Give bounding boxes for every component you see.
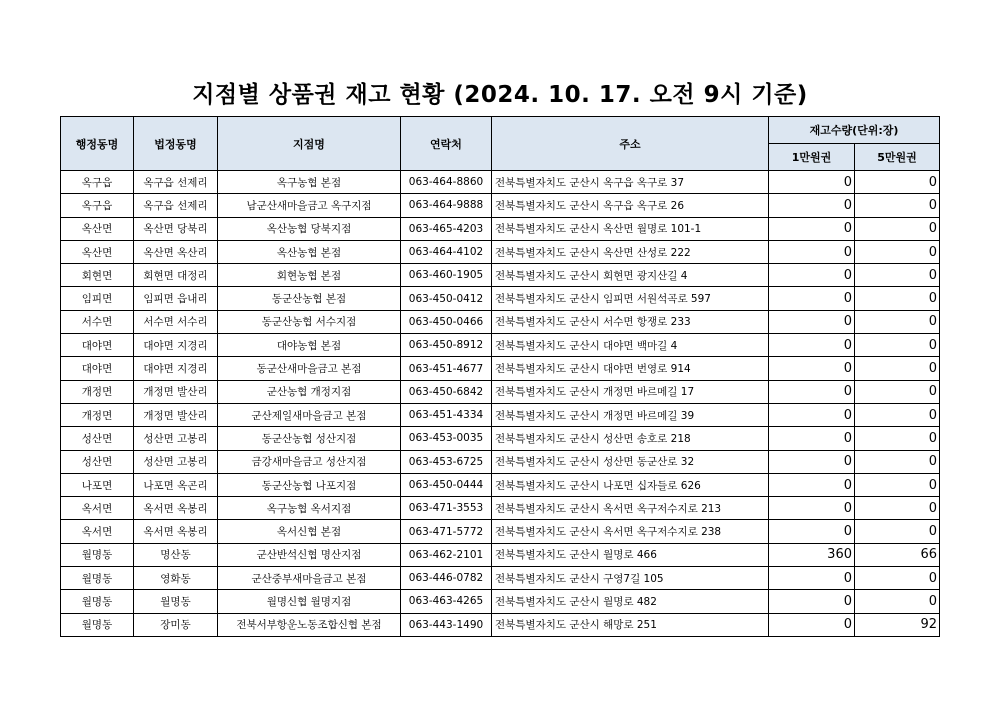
cell-stock-10k: 0: [769, 287, 855, 310]
cell-branch: 금강새마을금고 성산지점: [218, 450, 401, 473]
cell-address: 전북특별자치도 군산시 성산면 송호로 218: [492, 427, 769, 450]
cell-stock-50k: 0: [855, 171, 940, 194]
cell-branch: 군산제일새마을금고 본점: [218, 403, 401, 426]
table-row: [61, 403, 940, 426]
cell-stock-50k: 0: [855, 194, 940, 217]
cell-contact: 063-450-6842: [401, 380, 492, 403]
cell-stock-10k: 0: [769, 217, 855, 240]
cell-address: 전북특별자치도 군산시 구영7길 105: [492, 567, 769, 590]
cell-contact: 063-450-0412: [401, 287, 492, 310]
cell-branch: 군산농협 개정지점: [218, 380, 401, 403]
cell-branch: 전북서부항운노동조합신협 본점: [218, 613, 401, 636]
cell-admin-dong: 옥구읍: [61, 171, 134, 194]
header-10k: 1만원권: [769, 144, 855, 171]
cell-branch: 동군산농협 나포지점: [218, 473, 401, 496]
table-row: [61, 497, 940, 520]
cell-address: 전북특별자치도 군산시 개정면 바르메길 39: [492, 403, 769, 426]
cell-legal-dong: 서수면 서수리: [134, 310, 218, 333]
header-admin-dong: 행정동명: [61, 117, 134, 171]
cell-contact: 063-465-4203: [401, 217, 492, 240]
table-row: [61, 613, 940, 636]
cell-admin-dong: 회현면: [61, 264, 134, 287]
cell-admin-dong: 월명동: [61, 543, 134, 566]
header-stock: 재고수량(단위:장): [769, 117, 940, 144]
inventory-table: [60, 116, 940, 637]
cell-admin-dong: 대야면: [61, 357, 134, 380]
cell-legal-dong: 대야면 지경리: [134, 334, 218, 357]
cell-stock-50k: 0: [855, 264, 940, 287]
cell-admin-dong: 서수면: [61, 310, 134, 333]
cell-stock-50k: 0: [855, 334, 940, 357]
cell-address: 전북특별자치도 군산시 임피면 서원석곡로 597: [492, 287, 769, 310]
cell-address: 전북특별자치도 군산시 월명로 482: [492, 590, 769, 613]
cell-stock-10k: 0: [769, 520, 855, 543]
cell-admin-dong: 옥서면: [61, 497, 134, 520]
cell-admin-dong: 월명동: [61, 613, 134, 636]
cell-admin-dong: 월명동: [61, 590, 134, 613]
cell-address: 전북특별자치도 군산시 성산면 동군산로 32: [492, 450, 769, 473]
cell-address: 전북특별자치도 군산시 대야면 번영로 914: [492, 357, 769, 380]
cell-stock-10k: 0: [769, 450, 855, 473]
cell-stock-10k: 0: [769, 380, 855, 403]
header-branch: 지점명: [218, 117, 401, 171]
cell-legal-dong: 월명동: [134, 590, 218, 613]
cell-contact: 063-464-4102: [401, 240, 492, 263]
cell-address: 전북특별자치도 군산시 회현면 광지산길 4: [492, 264, 769, 287]
cell-branch: 동군산농협 서수지점: [218, 310, 401, 333]
cell-admin-dong: 개정면: [61, 403, 134, 426]
cell-legal-dong: 임피면 읍내리: [134, 287, 218, 310]
cell-branch: 옥구농협 본점: [218, 171, 401, 194]
cell-legal-dong: 영화동: [134, 567, 218, 590]
cell-contact: 063-451-4677: [401, 357, 492, 380]
cell-stock-50k: 0: [855, 567, 940, 590]
cell-legal-dong: 장미동: [134, 613, 218, 636]
header-address: 주소: [492, 117, 769, 171]
cell-address: 전북특별자치도 군산시 옥구읍 옥구로 26: [492, 194, 769, 217]
cell-stock-50k: 0: [855, 497, 940, 520]
cell-address: 전북특별자치도 군산시 옥산면 월명로 101-1: [492, 217, 769, 240]
cell-branch: 옥산농협 본점: [218, 240, 401, 263]
cell-branch: 군산중부새마을금고 본점: [218, 567, 401, 590]
cell-stock-10k: 0: [769, 427, 855, 450]
cell-stock-50k: 0: [855, 450, 940, 473]
cell-address: 전북특별자치도 군산시 대야면 백마길 4: [492, 334, 769, 357]
cell-legal-dong: 대야면 지경리: [134, 357, 218, 380]
cell-branch: 옥산농협 당북지점: [218, 217, 401, 240]
table-row: [61, 171, 940, 194]
cell-legal-dong: 나포면 옥곤리: [134, 473, 218, 496]
cell-stock-10k: 0: [769, 497, 855, 520]
cell-stock-50k: 0: [855, 287, 940, 310]
cell-admin-dong: 나포면: [61, 473, 134, 496]
cell-branch: 동군산농협 성산지점: [218, 427, 401, 450]
cell-stock-50k: 0: [855, 217, 940, 240]
cell-contact: 063-464-8860: [401, 171, 492, 194]
cell-branch: 옥서신협 본점: [218, 520, 401, 543]
cell-contact: 063-453-0035: [401, 427, 492, 450]
cell-stock-10k: 0: [769, 240, 855, 263]
cell-legal-dong: 옥서면 옥봉리: [134, 520, 218, 543]
cell-stock-10k: 0: [769, 357, 855, 380]
cell-admin-dong: 개정면: [61, 380, 134, 403]
cell-address: 전북특별자치도 군산시 옥서면 옥구저수지로 238: [492, 520, 769, 543]
cell-admin-dong: 월명동: [61, 567, 134, 590]
table-row: [61, 264, 940, 287]
cell-contact: 063-446-0782: [401, 567, 492, 590]
cell-stock-50k: 0: [855, 427, 940, 450]
cell-address: 전북특별자치도 군산시 옥서면 옥구저수지로 213: [492, 497, 769, 520]
cell-stock-50k: 0: [855, 590, 940, 613]
cell-contact: 063-443-1490: [401, 613, 492, 636]
cell-stock-10k: 0: [769, 613, 855, 636]
cell-stock-10k: 0: [769, 567, 855, 590]
cell-legal-dong: 개정면 발산리: [134, 403, 218, 426]
cell-stock-10k: 0: [769, 194, 855, 217]
cell-stock-10k: 0: [769, 264, 855, 287]
cell-legal-dong: 명산동: [134, 543, 218, 566]
cell-stock-10k: 0: [769, 473, 855, 496]
table-row: [61, 334, 940, 357]
cell-contact: 063-451-4334: [401, 403, 492, 426]
cell-stock-10k: 360: [769, 543, 855, 566]
cell-stock-10k: 0: [769, 590, 855, 613]
header-contact: 연락처: [401, 117, 492, 171]
cell-stock-50k: 0: [855, 240, 940, 263]
table-body: [61, 171, 940, 637]
cell-admin-dong: 성산면: [61, 450, 134, 473]
cell-contact: 063-464-9888: [401, 194, 492, 217]
table-row: [61, 287, 940, 310]
cell-legal-dong: 옥구읍 선제리: [134, 194, 218, 217]
cell-contact: 063-471-3553: [401, 497, 492, 520]
cell-branch: 회현농협 본점: [218, 264, 401, 287]
table-row: [61, 380, 940, 403]
cell-contact: 063-471-5772: [401, 520, 492, 543]
table-row: [61, 450, 940, 473]
cell-stock-50k: 92: [855, 613, 940, 636]
cell-stock-10k: 0: [769, 171, 855, 194]
cell-stock-10k: 0: [769, 334, 855, 357]
cell-branch: 대야농협 본점: [218, 334, 401, 357]
cell-contact: 063-450-0466: [401, 310, 492, 333]
cell-address: 전북특별자치도 군산시 나포면 십자들로 626: [492, 473, 769, 496]
cell-contact: 063-450-0444: [401, 473, 492, 496]
table-row: [61, 217, 940, 240]
cell-admin-dong: 옥서면: [61, 520, 134, 543]
table-row: [61, 590, 940, 613]
table-row: [61, 427, 940, 450]
cell-contact: 063-453-6725: [401, 450, 492, 473]
table-row: [61, 520, 940, 543]
cell-stock-50k: 0: [855, 310, 940, 333]
cell-address: 전북특별자치도 군산시 해망로 251: [492, 613, 769, 636]
cell-admin-dong: 옥구읍: [61, 194, 134, 217]
cell-legal-dong: 옥서면 옥봉리: [134, 497, 218, 520]
cell-branch: 남군산새마을금고 옥구지점: [218, 194, 401, 217]
cell-address: 전북특별자치도 군산시 개정면 바르메길 17: [492, 380, 769, 403]
cell-legal-dong: 성산면 고봉리: [134, 427, 218, 450]
cell-address: 전북특별자치도 군산시 서수면 항쟁로 233: [492, 310, 769, 333]
cell-address: 전북특별자치도 군산시 월명로 466: [492, 543, 769, 566]
cell-admin-dong: 대야면: [61, 334, 134, 357]
table-row: [61, 240, 940, 263]
cell-stock-50k: 66: [855, 543, 940, 566]
cell-stock-50k: 0: [855, 473, 940, 496]
cell-stock-50k: 0: [855, 520, 940, 543]
cell-legal-dong: 옥산면 옥산리: [134, 240, 218, 263]
cell-stock-50k: 0: [855, 357, 940, 380]
cell-branch: 군산반석신협 명산지점: [218, 543, 401, 566]
cell-legal-dong: 개정면 발산리: [134, 380, 218, 403]
cell-branch: 월명신협 월명지점: [218, 590, 401, 613]
cell-admin-dong: 성산면: [61, 427, 134, 450]
cell-stock-10k: 0: [769, 403, 855, 426]
cell-branch: 옥구농협 옥서지점: [218, 497, 401, 520]
cell-contact: 063-463-4265: [401, 590, 492, 613]
cell-admin-dong: 옥산면: [61, 217, 134, 240]
cell-legal-dong: 옥산면 당북리: [134, 217, 218, 240]
table-row: [61, 310, 940, 333]
page-title: 지점별 상품권 재고 현황 (2024. 10. 17. 오전 9시 기준): [192, 82, 808, 108]
cell-admin-dong: 옥산면: [61, 240, 134, 263]
table-row: [61, 543, 940, 566]
table-row: [61, 357, 940, 380]
cell-legal-dong: 성산면 고봉리: [134, 450, 218, 473]
cell-branch: 동군산새마을금고 본점: [218, 357, 401, 380]
cell-admin-dong: 임피면: [61, 287, 134, 310]
cell-address: 전북특별자치도 군산시 옥구읍 옥구로 37: [492, 171, 769, 194]
cell-contact: 063-462-2101: [401, 543, 492, 566]
cell-stock-50k: 0: [855, 380, 940, 403]
header-legal-dong: 법정동명: [134, 117, 218, 171]
cell-stock-10k: 0: [769, 310, 855, 333]
cell-branch: 동군산농협 본점: [218, 287, 401, 310]
table-row: [61, 194, 940, 217]
table-row: [61, 473, 940, 496]
cell-legal-dong: 옥구읍 선제리: [134, 171, 218, 194]
cell-legal-dong: 회현면 대정리: [134, 264, 218, 287]
cell-contact: 063-460-1905: [401, 264, 492, 287]
cell-stock-50k: 0: [855, 403, 940, 426]
table-row: [61, 567, 940, 590]
cell-address: 전북특별자치도 군산시 옥산면 산성로 222: [492, 240, 769, 263]
header-50k: 5만원권: [855, 144, 940, 171]
cell-contact: 063-450-8912: [401, 334, 492, 357]
header-row: [61, 117, 940, 144]
